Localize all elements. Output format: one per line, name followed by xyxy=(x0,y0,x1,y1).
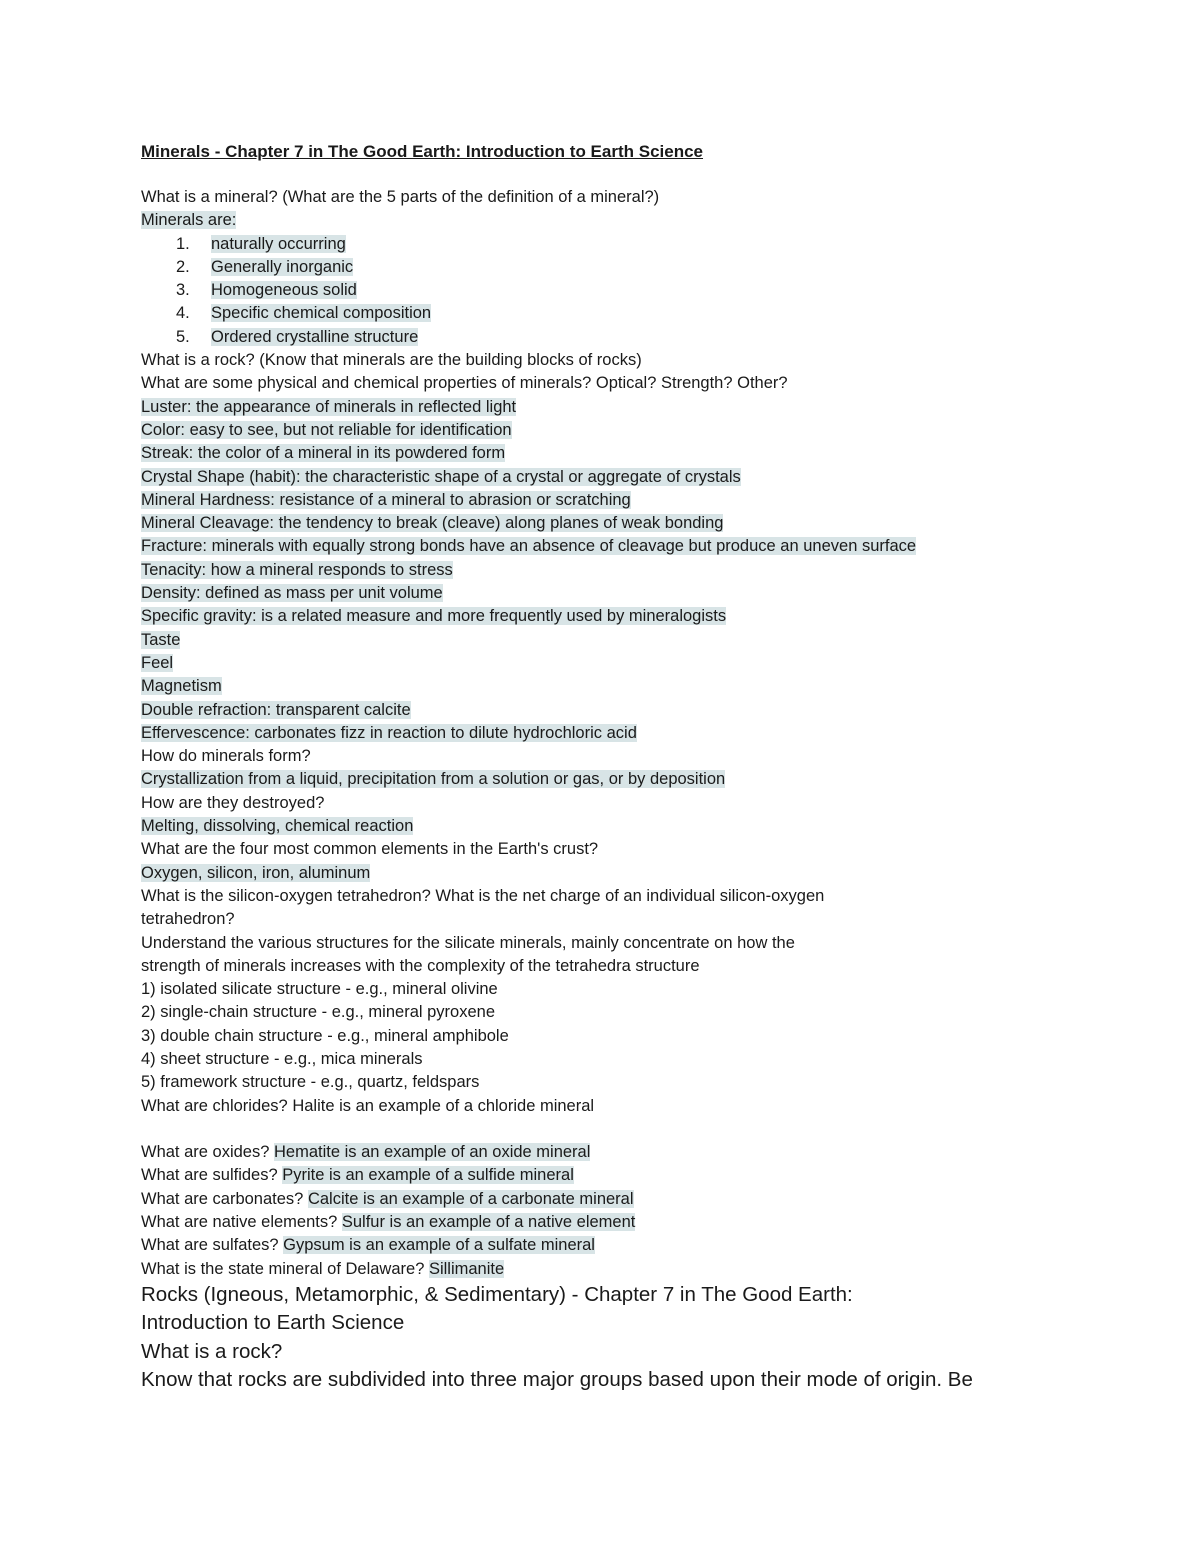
property-item: Double refraction: transparent calcite xyxy=(141,700,411,719)
question-elements: What are the four most common elements in the Earth's crust? xyxy=(141,840,599,859)
qa-item: What are sulfides? Pyrite is an example of a sulfide mineral xyxy=(141,1166,574,1185)
blank-line xyxy=(141,1118,1141,1141)
question-rock: What is a rock? (Know that minerals are the building blocks of rocks) xyxy=(141,351,642,370)
property-item: Effervescence: carbonates fizz in reaction to dilute hydrochloric acid xyxy=(141,723,637,742)
structure-item: 2) single-chain structure - e.g., mineral pyroxene xyxy=(141,1003,495,1022)
minerals-are-label: Minerals are: xyxy=(141,211,237,230)
property-item: Density: defined as mass per unit volume xyxy=(141,584,443,603)
structure-item: 4) sheet structure - e.g., mica minerals xyxy=(141,1049,423,1068)
list-item: 5. Ordered crystalline structure xyxy=(176,327,419,346)
question-tetrahedron-cont: tetrahedron? xyxy=(141,910,235,929)
rocks-heading: Rocks (Igneous, Metamorphic, & Sedimentary) - Chapter 7 in The Good Earth: xyxy=(141,1282,853,1306)
rocks-question: What is a rock? xyxy=(141,1339,283,1363)
answer-elements: Oxygen, silicon, iron, aluminum xyxy=(141,863,371,882)
property-item: Mineral Cleavage: the tendency to break (cleave) along planes of weak bonding xyxy=(141,514,724,533)
list-item: 2. Generally inorganic xyxy=(176,257,354,276)
structure-item: 5) framework structure - e.g., quartz, feldspars xyxy=(141,1073,480,1092)
property-item: Tenacity: how a mineral responds to stress xyxy=(141,560,453,579)
structure-item: 3) double chain structure - e.g., mineral amphibole xyxy=(141,1026,509,1045)
qa-item: What are carbonates? Calcite is an example of a carbonate mineral xyxy=(141,1189,634,1208)
list-item: 1. naturally occurring xyxy=(176,234,346,253)
question-properties: What are some physical and chemical properties of minerals? Optical? Strength? Other? xyxy=(141,374,788,393)
question-destroyed: How are they destroyed? xyxy=(141,793,325,812)
property-item: Streak: the color of a mineral in its powdered form xyxy=(141,444,506,463)
list-item: 4. Specific chemical composition xyxy=(176,304,432,323)
qa-item: What are sulfates? Gypsum is an example of a sulfate mineral xyxy=(141,1236,595,1255)
document-content xyxy=(141,140,1141,1395)
question-form: How do minerals form? xyxy=(141,747,311,766)
list-item: 3. Homogeneous solid xyxy=(176,281,357,300)
property-item: Taste xyxy=(141,630,181,649)
page-title: Minerals - Chapter 7 in The Good Earth: Introduction to Earth Science xyxy=(141,142,704,161)
properties-list xyxy=(141,396,1141,745)
property-item: Color: easy to see, but not reliable for identification xyxy=(141,420,512,439)
understand-structures: Understand the various structures for the silicate minerals, mainly concentrate on how the xyxy=(141,933,795,952)
property-item: Luster: the appearance of minerals in reflected light xyxy=(141,397,517,416)
question-tetrahedron: What is the silicon-oxygen tetrahedron? What is the net charge of an individual silicon-oxygen xyxy=(141,886,825,905)
understand-structures-cont: strength of minerals increases with the complexity of the tetrahedra structure xyxy=(141,956,700,975)
property-item: Mineral Hardness: resistance of a mineral to abrasion or scratching xyxy=(141,490,631,509)
question-mineral: What is a mineral? (What are the 5 parts of the definition of a mineral?) xyxy=(141,188,660,206)
answer-destroyed: Melting, dissolving, chemical reaction xyxy=(141,817,414,836)
definition-list xyxy=(141,233,1141,349)
qa-item: What is the state mineral of Delaware? Sillimanite xyxy=(141,1259,505,1278)
property-item: Crystal Shape (habit): the characteristic shape of a crystal or aggregate of crystals xyxy=(141,467,741,486)
property-item: Magnetism xyxy=(141,677,222,696)
qa-item: What are oxides? Hematite is an example of an oxide mineral xyxy=(141,1143,591,1162)
structure-item: 1) isolated silicate structure - e.g., mineral olivine xyxy=(141,980,498,999)
property-item: Specific gravity: is a related measure and more frequently used by mineralogists xyxy=(141,607,727,626)
property-item: Feel xyxy=(141,653,174,672)
property-item: Fracture: minerals with equally strong bonds have an absence of cleavage but produce an uneven surface xyxy=(141,537,917,556)
structures-list xyxy=(141,978,1141,1094)
answer-form: Crystallization from a liquid, precipitation from a solution or gas, or by deposition xyxy=(141,770,726,789)
rocks-know-line: Know that rocks are subdivided into three major groups based upon their mode of origin. Be xyxy=(141,1368,973,1392)
chlorides-line: What are chlorides? Halite is an example of a chloride mineral xyxy=(141,1096,595,1115)
rocks-heading-cont: Introduction to Earth Science xyxy=(141,1311,405,1335)
mineral-classes-list xyxy=(141,1141,1141,1281)
qa-item: What are native elements? Sulfur is an example of a native element xyxy=(141,1213,636,1232)
